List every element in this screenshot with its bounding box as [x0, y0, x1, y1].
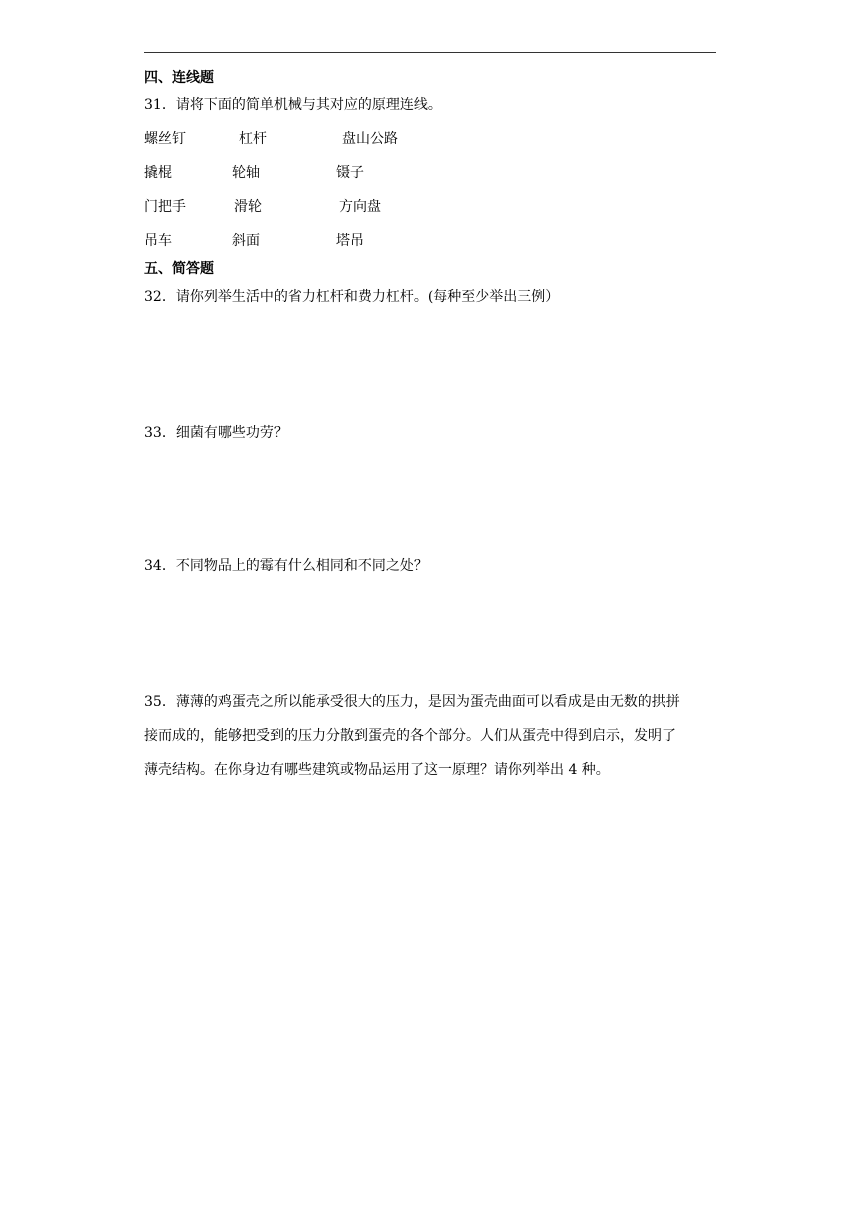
question-31: 31．请将下面的简单机械与其对应的原理连线。 [144, 97, 442, 113]
question-33: 33．细菌有哪些功劳？ [144, 425, 288, 441]
header-rule [144, 52, 716, 53]
question-35-line: 接而成的，能够把受到的压力分散到蛋壳的各个部分。人们从蛋壳中得到启示，发明了 [144, 728, 676, 744]
match-left-item: 撬棍 [144, 165, 172, 181]
section-5-heading: 五、简答题 [144, 261, 214, 277]
question-35-line: 35．薄薄的鸡蛋壳之所以能承受很大的压力，是因为蛋壳曲面可以看成是由无数的拱拼 [144, 694, 680, 710]
match-middle-item: 轮轴 [232, 165, 260, 181]
match-right-item: 盘山公路 [342, 131, 398, 147]
match-middle-item: 杠杆 [239, 131, 267, 147]
match-left-item: 门把手 [144, 199, 186, 215]
match-middle-item: 滑轮 [234, 199, 262, 215]
question-35 [144, 685, 718, 787]
match-right-item: 塔吊 [336, 233, 364, 249]
question-34: 34．不同物品上的霉有什么相同和不同之处？ [144, 558, 428, 574]
match-left-item: 吊车 [144, 233, 172, 249]
question-35-line: 薄壳结构。在你身边有哪些建筑或物品运用了这一原理？请你列举出 4 种。 [144, 762, 610, 778]
section-4-heading: 四、连线题 [144, 70, 214, 86]
match-right-item: 镊子 [336, 165, 364, 181]
match-right-item: 方向盘 [339, 199, 381, 215]
question-32: 32．请你列举生活中的省力杠杆和费力杠杆。(每种至少举出三例） [144, 289, 560, 305]
match-middle-item: 斜面 [232, 233, 260, 249]
match-left-item: 螺丝钉 [144, 131, 186, 147]
